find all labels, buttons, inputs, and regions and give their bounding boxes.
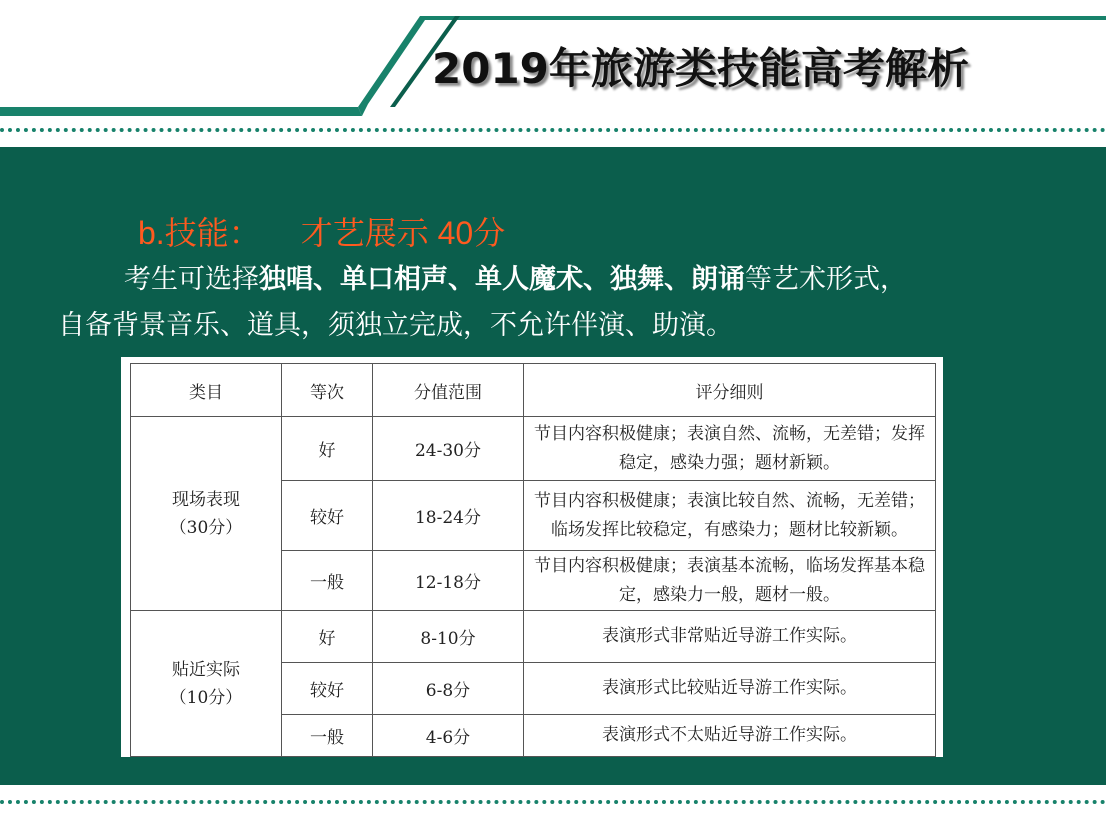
rule-cell: 表演形式不太贴近导游工作实际。 [524, 715, 936, 757]
rule-line: 临场发挥比较稳定，有感染力；题材比较新颖。 [551, 519, 908, 540]
category-cell [131, 611, 282, 757]
rule-line: 稳定，感染力强；题材新颖。 [619, 452, 840, 473]
grade-cell: 较好 [282, 663, 373, 715]
rule-cell [524, 551, 936, 611]
scoring-table-frame [121, 357, 943, 757]
header-range: 分值范围 [373, 364, 524, 417]
intro-text-c: 等艺术形式， [745, 264, 907, 295]
table-row [131, 417, 936, 481]
category-cell [131, 417, 282, 611]
rule-line: 节目内容积极健康；表演基本流畅，临场发挥基本稳 [534, 555, 925, 576]
rule-cell [524, 417, 936, 481]
rule-cell [524, 481, 936, 551]
scoring-table [130, 363, 936, 757]
header-slant-band [0, 107, 362, 116]
rule-line: 节目内容积极健康；表演比较自然、流畅，无差错； [534, 490, 925, 511]
category-points: （10分） [169, 687, 243, 708]
header-category: 类目 [131, 364, 282, 417]
range-cell: 4-6分 [373, 715, 524, 757]
table-header-row [131, 364, 936, 417]
section-heading [138, 208, 505, 254]
table-row [131, 611, 936, 663]
rule-line: 节目内容积极健康；表演自然、流畅，无差错；发挥 [534, 423, 925, 444]
range-cell: 12-18分 [373, 551, 524, 611]
rule-cell: 表演形式非常贴近导游工作实际。 [524, 611, 936, 663]
section-value: 才艺展示 40分 [300, 215, 506, 251]
intro-text-line2: 自备背景音乐、道具，须独立完成，不允许伴演、助演。 [58, 310, 733, 341]
header-grade: 等次 [282, 364, 373, 417]
range-cell: 8-10分 [373, 611, 524, 663]
grade-cell: 一般 [282, 715, 373, 757]
rule-cell: 表演形式比较贴近导游工作实际。 [524, 663, 936, 715]
category-points: （30分） [169, 517, 243, 538]
intro-text-a: 考生可选择 [124, 264, 259, 295]
intro-paragraph [58, 257, 1058, 349]
intro-text-bold: 独唱、单口相声、单人魔术、独舞、朗诵 [259, 264, 745, 295]
range-cell: 18-24分 [373, 481, 524, 551]
section-label: b.技能： [138, 215, 261, 251]
grade-cell: 好 [282, 611, 373, 663]
page-title: 2019年旅游类技能高考解析 [432, 44, 969, 93]
category-name: 现场表现 [172, 489, 240, 510]
category-name: 贴近实际 [172, 659, 240, 680]
grade-cell: 一般 [282, 551, 373, 611]
range-cell: 6-8分 [373, 663, 524, 715]
grade-cell: 较好 [282, 481, 373, 551]
range-cell: 24-30分 [373, 417, 524, 481]
rule-line: 定，感染力一般，题材一般。 [619, 584, 840, 605]
dotted-divider-bottom [0, 800, 1106, 804]
header-rules: 评分细则 [524, 364, 936, 417]
grade-cell: 好 [282, 417, 373, 481]
dotted-divider-top [0, 128, 1106, 132]
